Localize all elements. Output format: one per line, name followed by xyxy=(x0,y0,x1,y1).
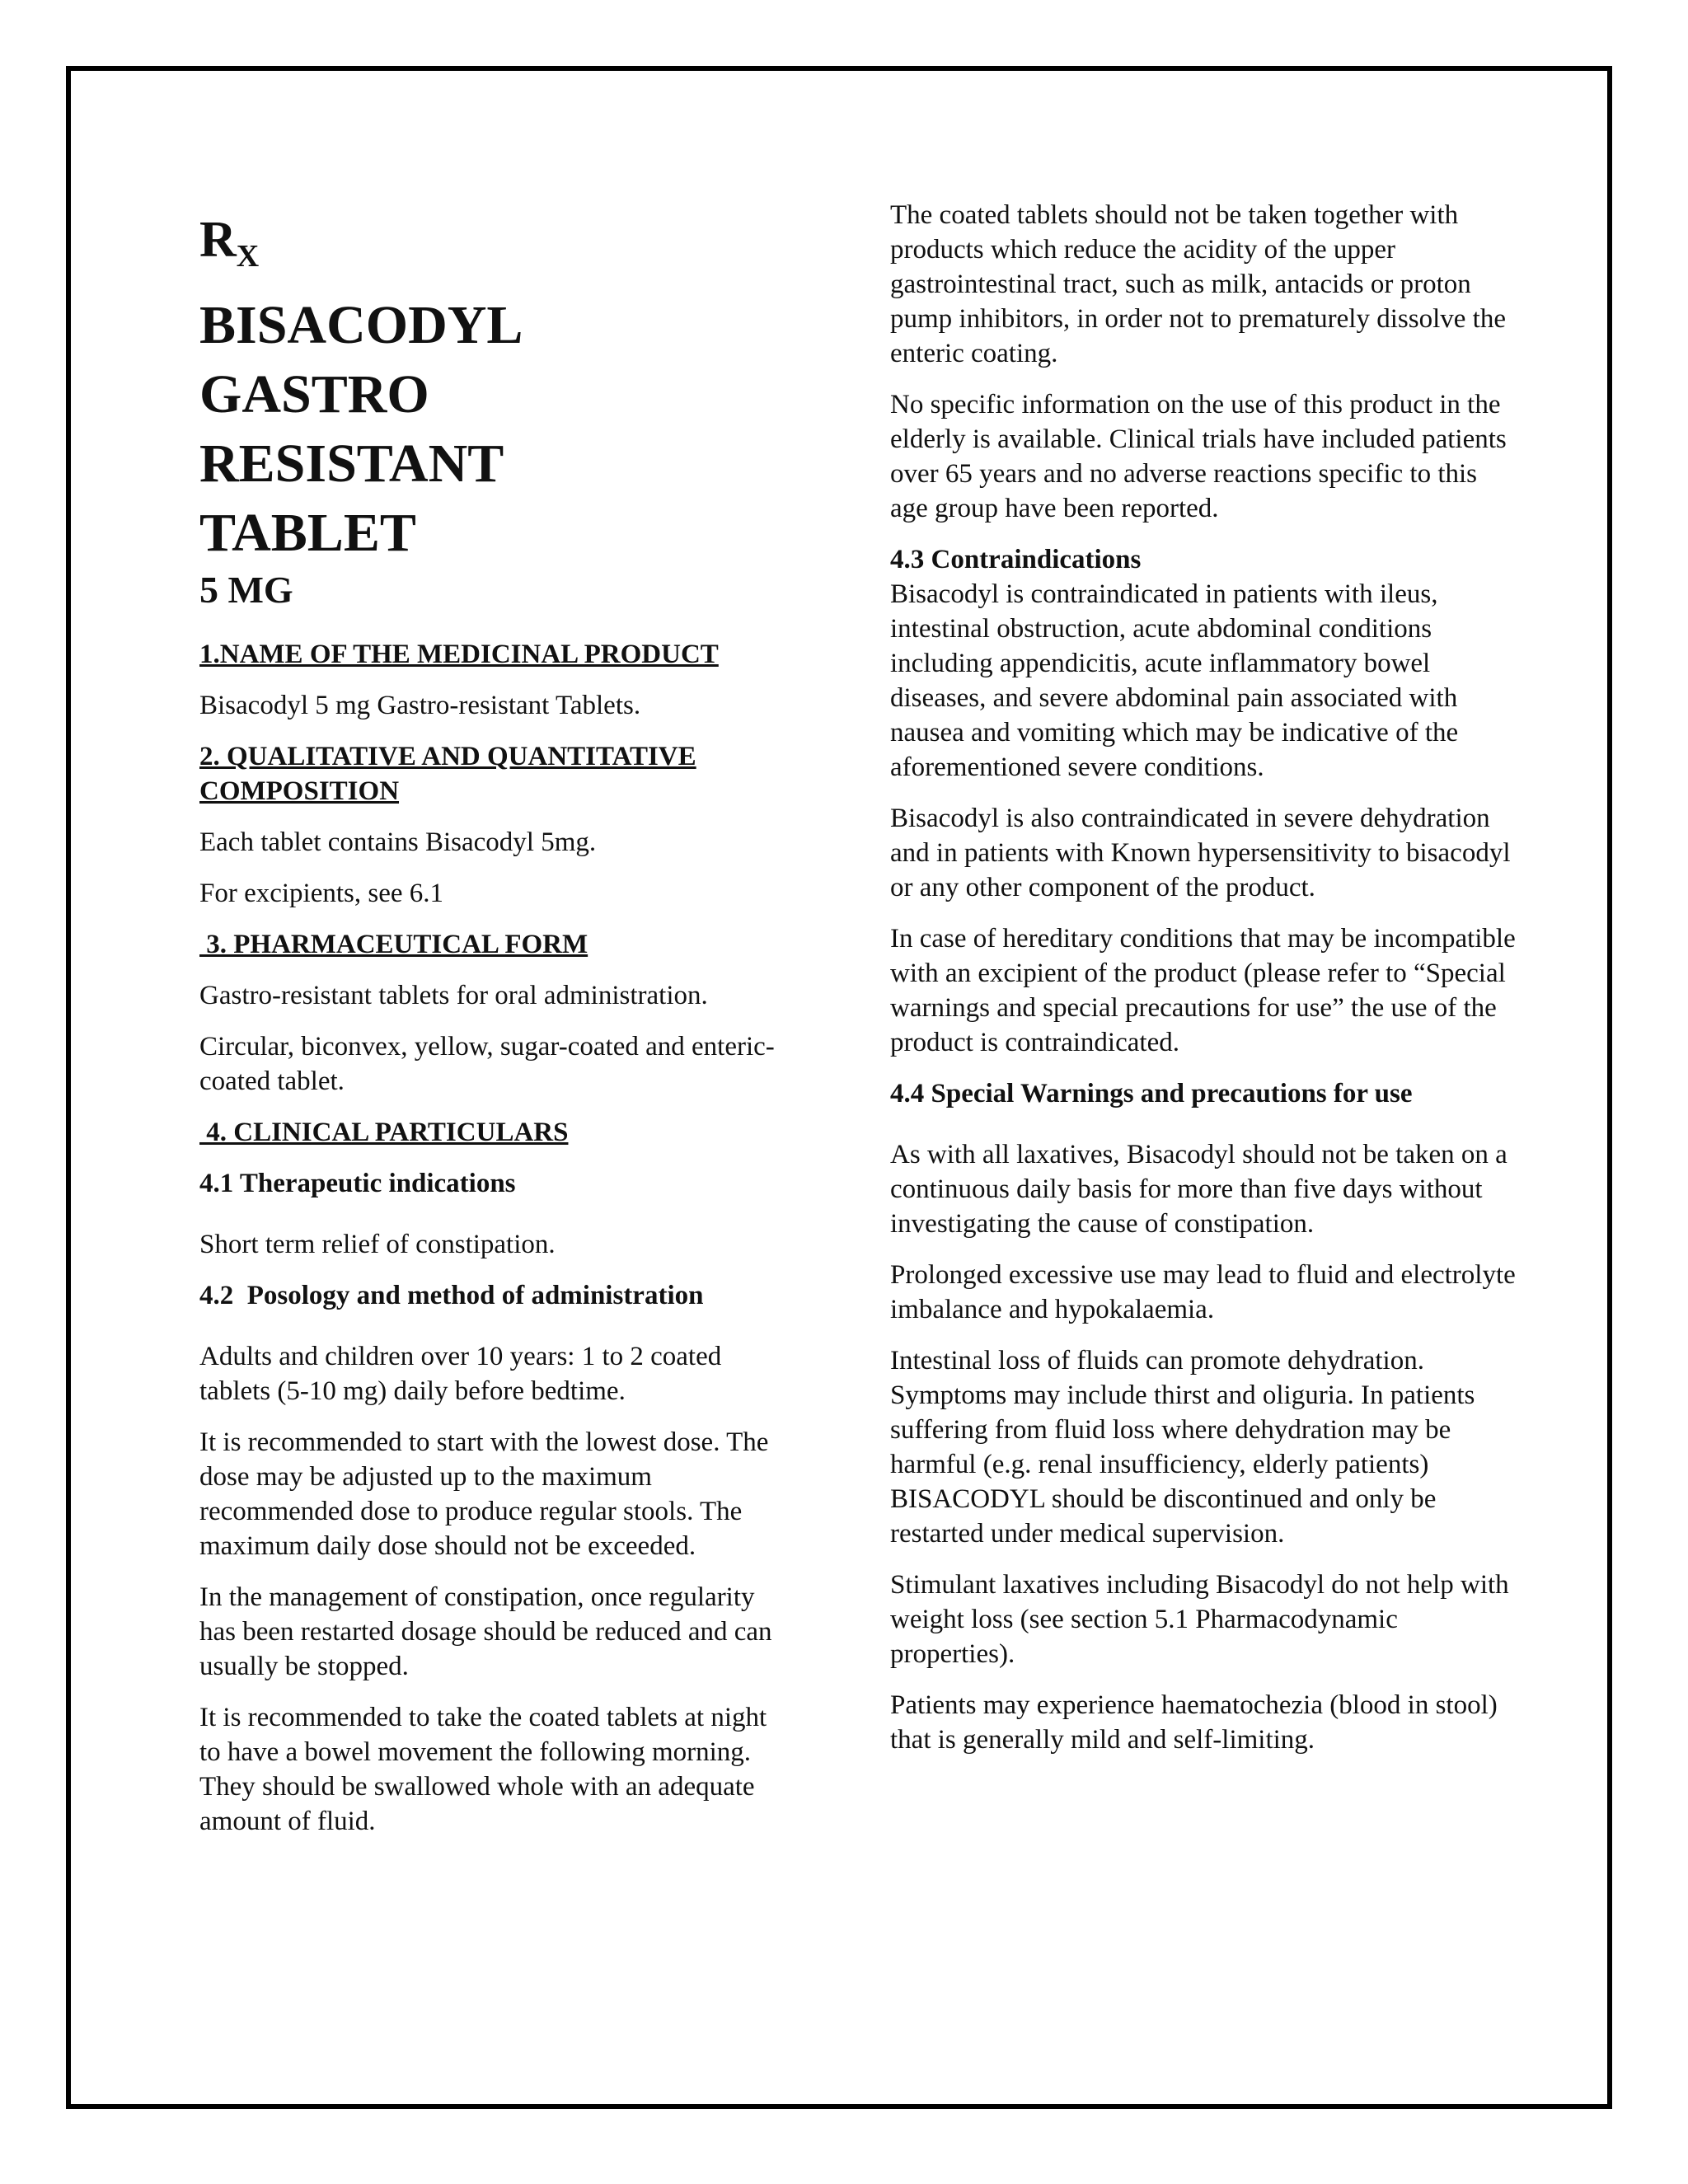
section-4-4-paragraph-4: Stimulant laxatives including Bisacodyl do not help with weight loss (see section 5.1 Pharmacodynamic properties). xyxy=(890,1570,1509,1669)
section-4-3-paragraph-2: Bisacodyl is also contraindicated in severe dehydration and in patients with Known hypersensitivity to bisacodyl or any other component of the product. xyxy=(890,804,1511,902)
title-line-2: GASTRO xyxy=(199,364,429,424)
section-4-4-paragraph-2: Prolonged excessive use may lead to fluid and electrolyte imbalance and hypokalaemia. xyxy=(890,1260,1516,1324)
section-4-4-paragraph-1: As with all laxatives, Bisacodyl should not be taken on a continuous daily basis for more than five days without investigating the cause of constipation. xyxy=(890,1140,1507,1239)
section-1-heading: 1.NAME OF THE MEDICINAL PRODUCT xyxy=(199,640,719,669)
section-4-2-heading: 4.2 Posology and method of administration xyxy=(199,1281,704,1310)
section-4-1-heading: 4.1 Therapeutic indications xyxy=(199,1169,516,1198)
section-4-4-paragraph-5: Patients may experience haematochezia (blood in stool) that is generally mild and self-limiting. xyxy=(890,1690,1498,1755)
product-strength: 5 MG xyxy=(199,569,293,611)
section-4-3-paragraph-3: In case of hereditary conditions that may be incompatible with an excipient of the product (please refer to “Special warnings and special precautions for use” the use of the product is contraindicated. xyxy=(890,924,1516,1057)
section-1-text: Bisacodyl 5 mg Gastro-resistant Tablets. xyxy=(199,691,641,720)
section-3-text-2: Circular, biconvex, yellow, sugar-coated and enteric-coated tablet. xyxy=(199,1032,775,1096)
section-2-text-2: For excipients, see 6.1 xyxy=(199,879,444,908)
section-4-3-heading: 4.3 Contraindications xyxy=(890,545,1142,574)
product-title xyxy=(199,291,793,568)
rx-subscript: X xyxy=(236,239,260,274)
section-4-1-text: Short term relief of constipation. xyxy=(199,1230,556,1259)
section-4-2-paragraph-4: It is recommended to take the coated tablets at night to have a bowel movement the following morning. They should be swallowed whole with an adequate amount of fluid. xyxy=(199,1703,767,1836)
section-4-2-paragraph-2: It is recommended to start with the lowest dose. The dose may be adjusted up to the maximum recommended dose to produce regular stools. The maximum daily dose should not be exceeded. xyxy=(199,1427,769,1561)
section-4-2-paragraph-3: In the management of constipation, once regularity has been restarted dosage should be reduced and can usually be stopped. xyxy=(199,1582,772,1681)
title-line-1: BISACODYL xyxy=(199,295,523,355)
rx-letter: R xyxy=(199,212,237,268)
section-4-3-paragraph-1: Bisacodyl is contraindicated in patients with ileus, intestinal obstruction, acute abdominal conditions including appendicitis, acute inflammatory bowel diseases, and severe abdominal pain associated with nausea and vomiting which may be indicative of the aforementioned severe conditions. xyxy=(890,579,1459,782)
title-line-3: RESISTANT xyxy=(199,434,504,494)
section-2-heading: 2. QUALITATIVE AND QUANTITATIVE COMPOSITION xyxy=(199,742,696,806)
section-4-4-heading: 4.4 Special Warnings and precautions for use xyxy=(890,1079,1413,1108)
left-column xyxy=(199,195,793,1855)
section-4-2-paragraph-1: Adults and children over 10 years: 1 to 2 coated tablets (5-10 mg) daily before bedtime. xyxy=(199,1342,722,1406)
rx-symbol xyxy=(199,210,793,286)
section-3-heading: 3. PHARMACEUTICAL FORM xyxy=(199,930,588,959)
section-4-2-paragraph-6: No specific information on the use of this product in the elderly is available. Clinical trials have included patients over 65 years and no adverse reactions specific to this age group have been reported. xyxy=(890,390,1507,523)
section-4-2-paragraph-5: The coated tablets should not be taken together with products which reduce the acidity of the upper gastrointestinal tract, such as milk, antacids or proton pump inhibitors, in order not to prematurely dissolve the enteric coating. xyxy=(890,200,1506,368)
section-4-heading: 4. CLINICAL PARTICULARS xyxy=(199,1118,569,1147)
right-column xyxy=(890,198,1517,1774)
section-2-text-1: Each tablet contains Bisacodyl 5mg. xyxy=(199,827,597,857)
section-4-4-paragraph-3: Intestinal loss of fluids can promote dehydration. Symptoms may include thirst and oliguria. In patients suffering from fluid loss where dehydration may be harmful (e.g. renal insufficiency, elderly patients) BISACODYL should be discontinued and only be restarted under medical supervision. xyxy=(890,1346,1475,1549)
title-line-4: TABLET xyxy=(199,503,416,563)
section-3-text-1: Gastro-resistant tablets for oral administration. xyxy=(199,981,708,1010)
